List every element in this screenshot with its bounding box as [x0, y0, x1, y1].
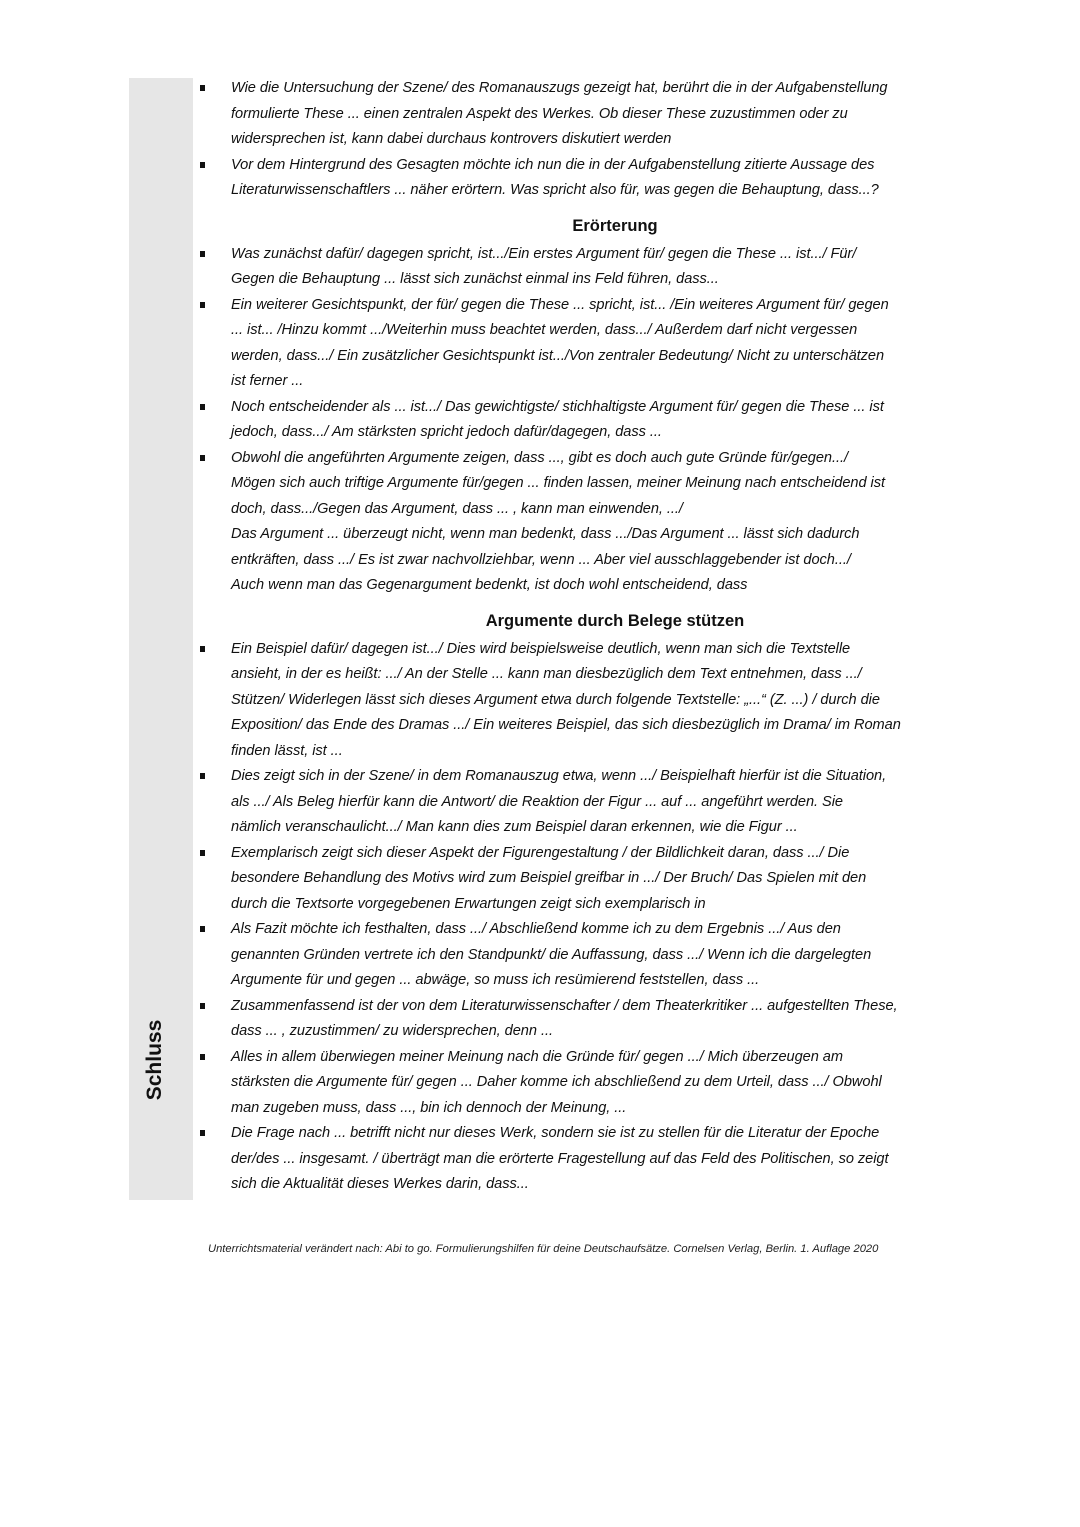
list-item: [196, 1121, 1026, 1198]
list-item: [196, 395, 1026, 446]
square-bullet-icon: [200, 1130, 205, 1136]
square-bullet-icon: [200, 646, 205, 652]
list-item-line: Argumente für und gegen ... abwäge, so muss ich resümierend feststellen, dass ...: [231, 972, 760, 988]
list-item-line: Stützen/ Widerlegen lässt sich dieses Argument etwa durch folgende Textstelle: „...“ (Z. ...) / durch die: [231, 691, 880, 708]
list-item-line: finden lässt, ist ...: [231, 742, 343, 759]
square-bullet-icon: [200, 926, 205, 932]
list-item-line: doch, dass.../Gegen das Argument, dass ... , kann man einwenden, .../: [231, 500, 683, 517]
list-item-line: Noch entscheidender als ... ist.../ Das gewichtigste/ stichhaltigste Argument für/ gegen die These ... ist: [231, 398, 884, 415]
list-item-line: Vor dem Hintergrund des Gesagten möchte ich nun die in der Aufgabenstellung zitierte Aussage des: [231, 156, 875, 173]
list-item: [196, 637, 1026, 765]
list-item-line: Das Argument ... überzeugt nicht, wenn man bedenkt, dass .../Das Argument ... lässt sich dadurch: [231, 526, 860, 542]
list-item: [196, 917, 1026, 994]
list-item-line: Wie die Untersuchung der Szene/ des Romanauszugs gezeigt hat, berührt die in der Aufgabenstellung: [231, 80, 888, 96]
list-item-line: werden, dass.../ Ein zusätzlicher Gesichtspunkt ist.../Von zentraler Bedeutung/ Nicht zu unterschätzen: [231, 347, 885, 364]
list-item-line: Gegen die Behauptung ... lässt sich zunächst einmal ins Feld führen, dass...: [231, 271, 719, 287]
list-item-line: widersprechen ist, kann dabei durchaus kontrovers diskutiert werden: [231, 131, 672, 147]
list-item-line: Mögen sich auch triftige Argumente für/gegen ... finden lassen, meiner Meinung nach entscheidend ist: [231, 475, 885, 491]
list-item-line: Was zunächst dafür/ dagegen spricht, ist.../Ein erstes Argument für/ gegen die These ... ist.../ Für/: [231, 245, 857, 262]
list-item: [196, 76, 1026, 153]
list-item: [196, 153, 1026, 204]
list-item-line: durch die Textsorte vorgegebenen Erwartungen zeigt sich exemplarisch in: [231, 895, 706, 912]
list-item-line: als .../ Als Beleg hierfür kann die Antwort/ die Reaktion der Figur ... auf ... angeführt werden. Sie: [231, 793, 843, 810]
square-bullet-icon: [200, 455, 205, 461]
list-item-line: Obwohl die angeführten Argumente zeigen, dass ..., gibt es doch auch gute Gründe für/gegen.../: [231, 449, 849, 466]
square-bullet-icon: [200, 1054, 205, 1060]
list-item-line: stärksten die Argumente für/ gegen ... Daher komme ich abschließend zu dem Urteil, dass .../ Obwohl: [231, 1074, 882, 1090]
list-item-line: Zusammenfassend ist der von dem Literaturwissenschafter / dem Theaterkritiker ... aufgestellten These,: [231, 997, 898, 1014]
list-item-line: ... ist... /Hinzu kommt .../Weiterhin muss beachtet werden, dass.../ Außerdem darf nicht vergessen: [231, 322, 858, 338]
list-item-line: Als Fazit möchte ich festhalten, dass .../ Abschließend komme ich zu dem Ergebnis .../ Aus den: [231, 921, 841, 937]
list-item-line: Alles in allem überwiegen meiner Meinung nach die Gründe für/ gegen .../ Mich überzeugen am: [231, 1048, 843, 1065]
list-item-line: ist ferner ...: [231, 373, 304, 389]
list-item: [196, 293, 1026, 395]
section-heading: Erörterung: [572, 216, 658, 235]
list-item: [196, 994, 1026, 1045]
list-item-line: genannten Gründen vertrete ich den Standpunkt/ die Auffassung, dass .../ Wenn ich die dargelegten: [231, 946, 872, 963]
square-bullet-icon: [200, 773, 205, 779]
square-bullet-icon: [200, 251, 205, 257]
list-item: [196, 1045, 1026, 1122]
list-item-line: Exposition/ das Ende des Dramas .../ Ein weiteres Beispiel, das sich diesbezüglich im Drama/ im Roman: [231, 717, 901, 733]
square-bullet-icon: [200, 85, 205, 91]
list-item-line: jedoch, dass.../ Am stärksten spricht jedoch dafür/dagegen, dass ...: [231, 424, 662, 440]
list-item-line: Auch wenn man das Gegenargument bedenkt, ist doch wohl entscheidend, dass: [231, 577, 748, 593]
section-heading: Argumente durch Belege stützen: [485, 611, 745, 630]
list-item-line: sich die Aktualität dieses Werkes darin, dass...: [231, 1176, 529, 1192]
list-item: [196, 841, 1026, 918]
section-label-schluss: Schluss: [143, 1019, 166, 1101]
list-item: [196, 242, 1026, 293]
list-item-line: ansieht, in der es heißt: .../ An der Stelle ... kann man diesbezüglich dem Text entnehmen, dass .../: [231, 666, 862, 682]
source-footnote: Unterrichtsmaterial verändert nach: Abi to go. Formulierungshilfen für deine Deutschaufsätze. Cornelsen Verlag, Berlin. 1. Auflage 2020: [208, 1243, 879, 1255]
list-item-line: formulierte These ... einen zentralen Aspekt des Werkes. Ob dieser These zuzustimmen oder zu: [231, 105, 848, 122]
list-item-line: nämlich veranschaulicht.../ Man kann dies zum Beispiel daran erkennen, wie die Figur ...: [231, 819, 798, 835]
square-bullet-icon: [200, 404, 205, 410]
phrase-list: [196, 76, 1026, 1198]
list-item-line: der/des ... insgesamt. / überträgt man die erörterte Fragestellung auf das Feld des Politischen, so zeigt: [231, 1150, 889, 1167]
list-item-line: Ein weiterer Gesichtspunkt, der für/ gegen die These ... spricht, ist... /Ein weiteres Argument für/ gegen: [231, 296, 889, 313]
square-bullet-icon: [200, 302, 205, 308]
list-item-line: entkräften, dass .../ Es ist zwar nachvollziehbar, wenn ... Aber viel ausschlaggebender ist doch.../: [231, 551, 851, 568]
list-item-line: besondere Behandlung des Motivs wird zum Beispiel greifbar in .../ Der Bruch/ Das Spielen mit den: [231, 870, 867, 886]
square-bullet-icon: [200, 162, 205, 168]
list-item-line: Ein Beispiel dafür/ dagegen ist.../ Dies wird beispielsweise deutlich, wenn man sich die Textstelle: [231, 640, 851, 657]
list-item-line: Exemplarisch zeigt sich dieser Aspekt der Figurengestaltung / der Bildlichkeit daran, dass .../ Die: [231, 844, 850, 861]
list-item: [196, 446, 1026, 599]
list-item-line: Die Frage nach ... betrifft nicht nur dieses Werk, sondern sie ist zu stellen für die Literatur der Epoche: [231, 1125, 880, 1141]
list-item-line: dass ... , zuzustimmen/ zu widersprechen, denn ...: [231, 1023, 553, 1039]
list-item-line: man zugeben muss, dass ..., bin ich dennoch der Meinung, ...: [231, 1099, 627, 1116]
list-item: [196, 764, 1026, 841]
list-item-line: Literaturwissenschaftlers ... näher erörtern. Was spricht also für, was gegen die Behauptung, dass...?: [231, 182, 879, 198]
list-item-line: Dies zeigt sich in der Szene/ in dem Romanauszug etwa, wenn .../ Beispielhaft hierfür ist die Situation,: [231, 768, 887, 784]
square-bullet-icon: [200, 1003, 205, 1009]
square-bullet-icon: [200, 850, 205, 856]
